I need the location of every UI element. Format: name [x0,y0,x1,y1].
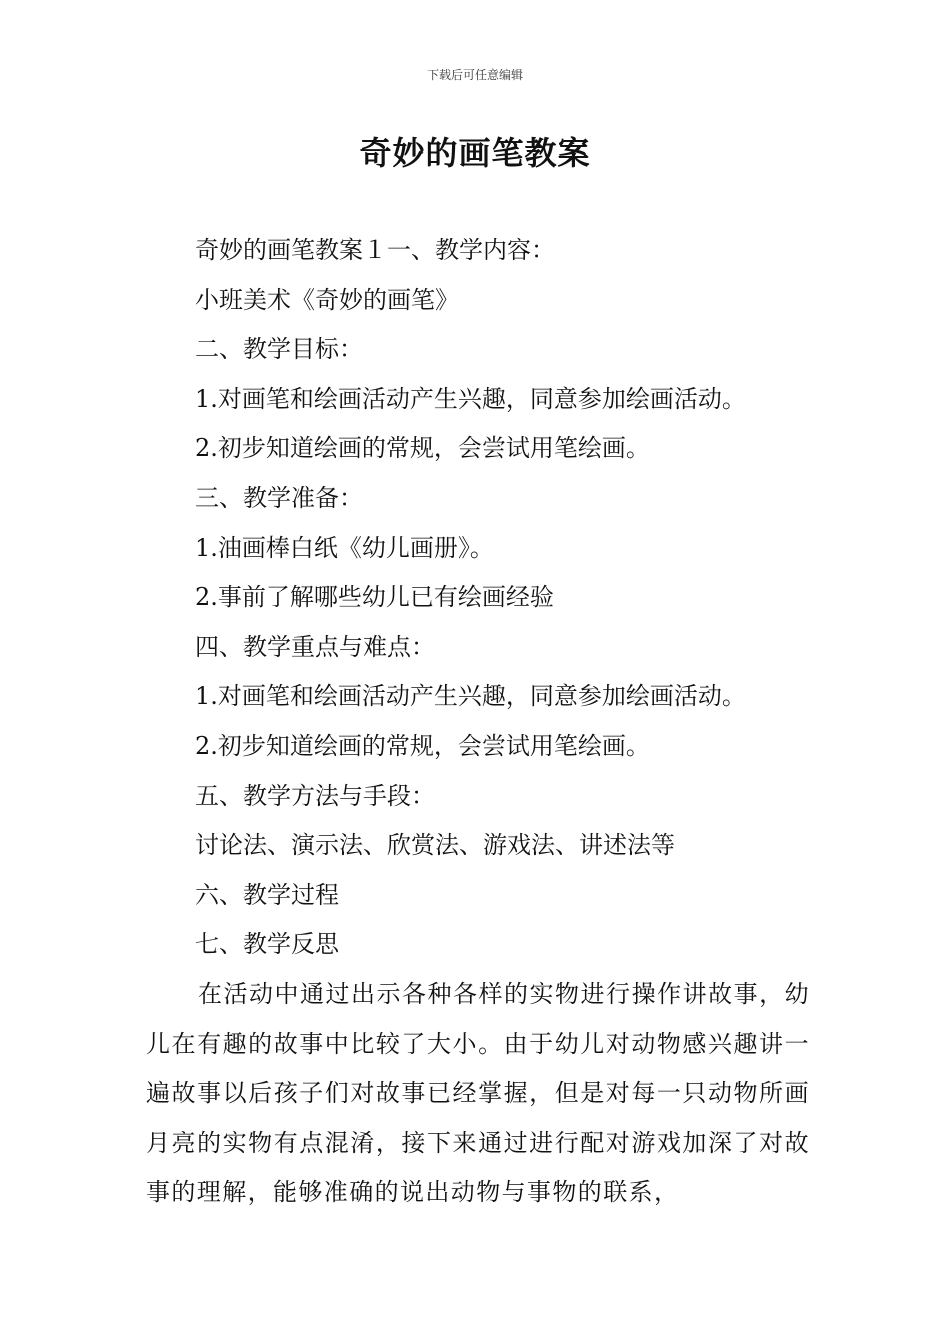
key-point-item-1: 1.对画笔和绘画活动产生兴趣，同意参加绘画活动。 [195,682,746,711]
section-line-content: 奇妙的画笔教案１一、教学内容： [195,236,555,264]
preparation-item-2: 2.事前了解哪些幼儿已有绘画经验 [195,583,554,612]
goal-item-1: 1.对画笔和绘画活动产生兴趣，同意参加绘画活动。 [195,384,746,413]
reflection-paragraph: 在活动中通过出示各种各样的实物进行操作讲故事，幼儿在有趣的故事中比较了大小。由于幼儿对动物感兴趣讲一遍故事以后孩子们对故事已经掌握，但是对每一只动物所画月亮的实物有点混淆，接下来通过进行配对游戏加深了对故事的理解，能够准确的说出动物与事物的联系， [146,979,810,1207]
key-point-item-2: 2.初步知道绘画的常规，会尝试用笔绘画。 [195,731,650,760]
section-heading-key-points: 四、教学重点与难点： [195,632,435,661]
methods-list: 讨论法、演示法、欣赏法、游戏法、讲述法等 [195,831,675,860]
section-heading-methods: 五、教学方法与手段： [195,781,435,810]
section-heading-preparation: 三、教学准备： [195,483,363,512]
course-name-line: 小班美术《奇妙的画笔》 [195,285,459,314]
document-body [146,226,810,1218]
document-title: 奇妙的画笔教案 [359,134,591,172]
section-heading-goals: 二、教学目标： [195,335,363,364]
preparation-item-1: 1.油画棒白纸《幼儿画册》。 [195,533,494,562]
section-heading-reflection: 七、教学反思 [195,930,339,959]
header-note: 下载后可任意编辑 [426,68,523,82]
goal-item-2: 2.初步知道绘画的常规，会尝试用笔绘画。 [195,434,650,463]
section-heading-process: 六、教学过程 [195,880,339,909]
